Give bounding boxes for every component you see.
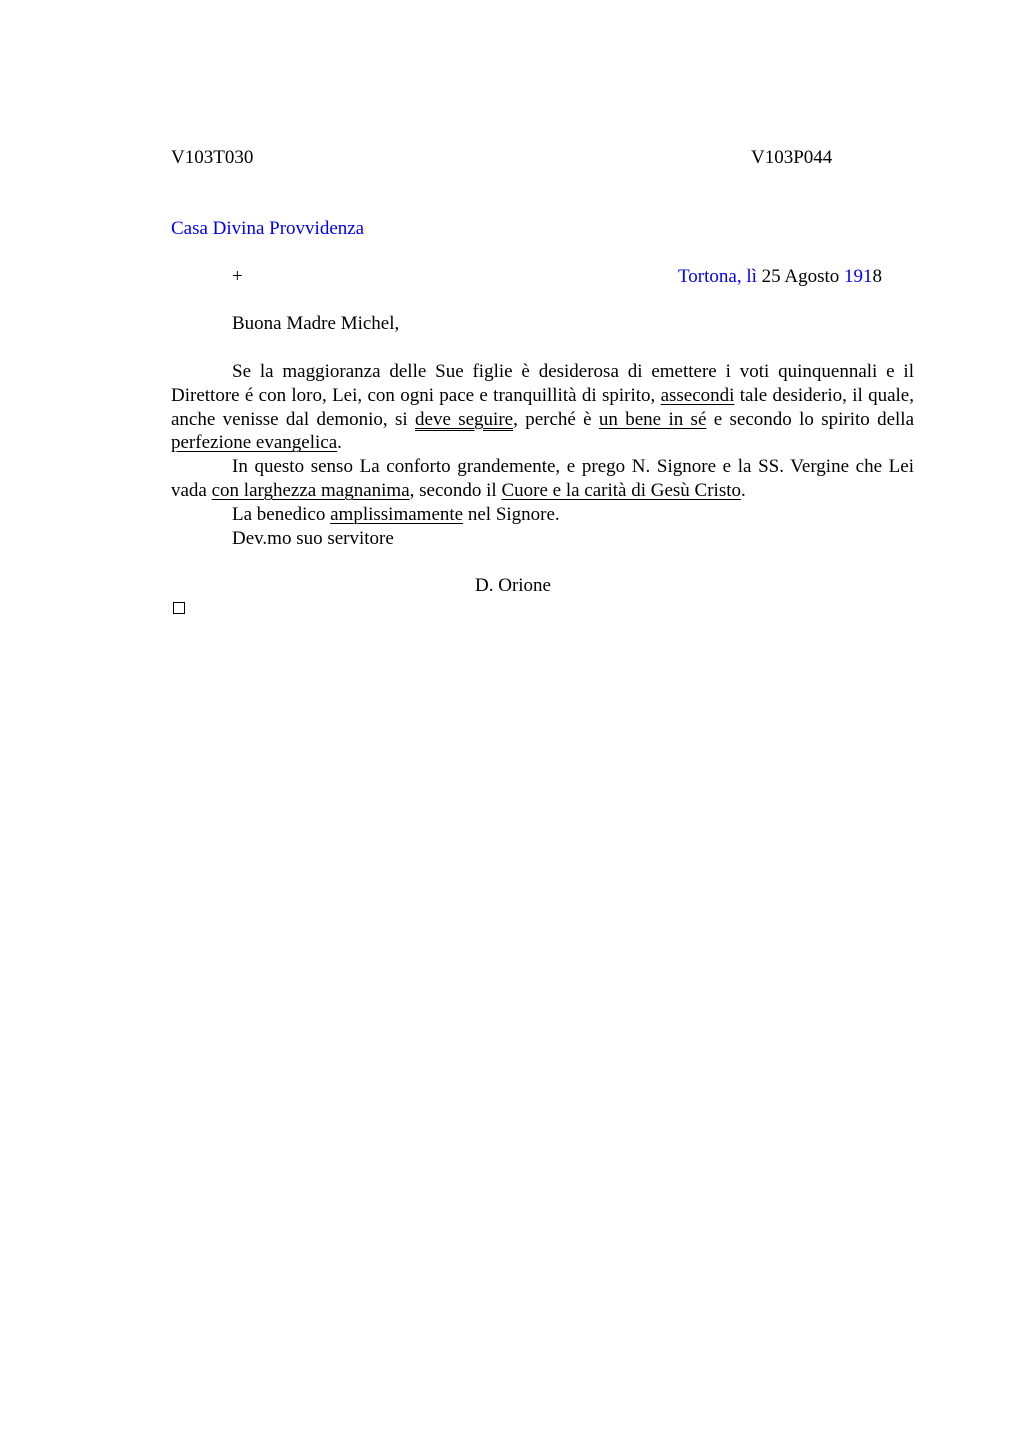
paragraph-2-text: . [741,479,746,501]
paragraph-1-text: . [337,432,342,454]
underlined-phrase: perfezione evangelica [171,432,338,454]
underlined-phrase: un bene in sé [598,408,707,430]
paragraph-2-text: In questo senso La conforto grandemente, e prego N. Signore e la SS. Vergine che Lei vada [171,456,914,501]
paragraph-3-text: nel Signore. [463,503,560,525]
paragraph-1-text: e secondo lo spirito della [706,408,915,430]
paragraph-3 [171,503,914,527]
underlined-phrase: con larghezza magnanima [211,479,410,501]
letterhead: Casa Divina Provvidenza [171,218,365,239]
paragraph-3-text: La benedico [232,503,331,525]
paragraph-1 [171,360,914,455]
document-code-right: V103P044 [751,147,833,168]
double-underlined-phrase: deve seguire [415,408,514,430]
end-marker-box [173,602,185,614]
paragraph-1-text: , perché è [513,408,599,430]
underlined-phrase: amplissimamente [330,503,464,525]
day-month: 25 Agosto [756,266,844,287]
underlined-phrase: assecondi [660,384,735,406]
underlined-phrase: Cuore e la carità di Gesù Cristo [501,479,741,501]
paragraph-1-text: Se la maggioranza delle Sue figlie è desiderosa di emettere i voti quinquennali e il Direttore é con loro, Lei, con ogni pace e tranquillità di spirito, [171,361,914,406]
paragraph-2 [171,455,914,503]
place-date [678,265,882,289]
year-prefix: 191 [844,266,873,287]
salutation: Buona Madre Michel, [232,313,400,334]
closing: Dev.mo suo servitore [232,527,394,549]
year-suffix: 8 [872,266,882,287]
paragraph-1-text: tale desiderio, il quale, anche venisse dal demonio, si [171,384,914,430]
cross-symbol: + [232,266,243,287]
signature: D. Orione [475,575,551,596]
letter-body [171,360,914,550]
paragraph-2-text: , secondo il [409,479,502,501]
place: Tortona, lì [678,266,757,287]
document-code-left: V103T030 [171,147,254,168]
